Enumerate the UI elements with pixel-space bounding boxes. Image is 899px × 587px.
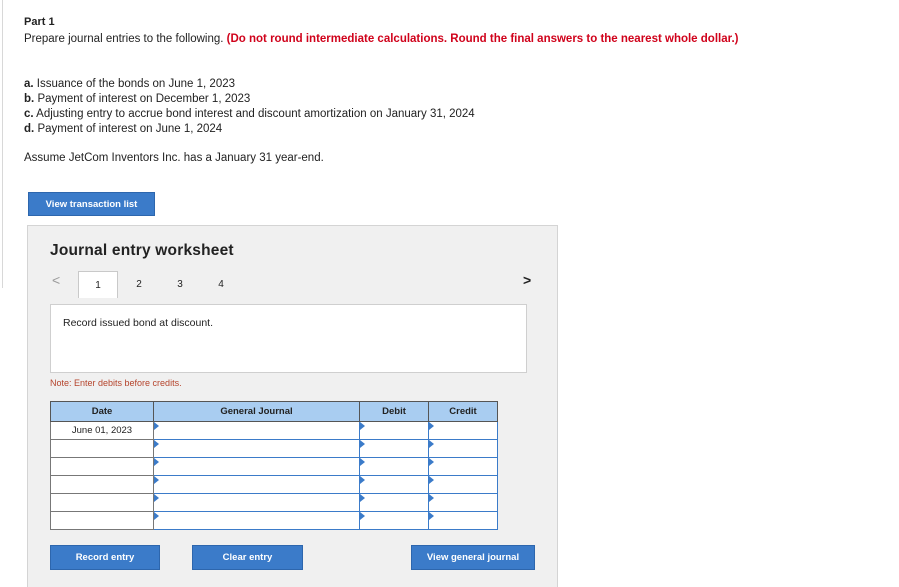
table-row bbox=[51, 512, 498, 530]
table-row bbox=[51, 440, 498, 458]
item-text: Payment of interest on December 1, 2023 bbox=[37, 93, 251, 105]
item-letter: c. bbox=[24, 108, 34, 120]
credit-input[interactable] bbox=[429, 494, 498, 512]
date-cell bbox=[51, 494, 154, 512]
requirement-item bbox=[24, 92, 475, 107]
rounding-note: (Do not round intermediate calculations. Round the final answers to the nearest whole dollar.) bbox=[226, 33, 739, 45]
account-input[interactable] bbox=[154, 422, 360, 440]
requirement-list bbox=[24, 77, 475, 137]
journal-table bbox=[50, 401, 498, 530]
worksheet-title: Journal entry worksheet bbox=[50, 242, 234, 259]
column-header-date: Date bbox=[51, 402, 154, 422]
account-input[interactable] bbox=[154, 494, 360, 512]
journal-entry-worksheet bbox=[27, 225, 558, 587]
requirement-item bbox=[24, 77, 475, 92]
date-cell bbox=[51, 476, 154, 494]
item-text: Adjusting entry to accrue bond interest and discount amortization on January 31, 2024 bbox=[36, 108, 475, 120]
table-row bbox=[51, 458, 498, 476]
requirement-item bbox=[24, 122, 475, 137]
view-general-journal-button[interactable]: View general journal bbox=[411, 545, 535, 570]
view-transaction-list-button[interactable]: View transaction list bbox=[28, 192, 155, 216]
date-cell bbox=[51, 440, 154, 458]
left-edge-divider bbox=[0, 0, 3, 288]
assumption-text: Assume JetCom Inventors Inc. has a January 31 year-end. bbox=[24, 152, 324, 164]
entry-description-box bbox=[50, 304, 527, 373]
debit-input[interactable] bbox=[360, 440, 429, 458]
account-input[interactable] bbox=[154, 440, 360, 458]
instructions-text: Prepare journal entries to the following. bbox=[24, 33, 224, 45]
credit-input[interactable] bbox=[429, 440, 498, 458]
table-row bbox=[51, 422, 498, 440]
instructions bbox=[24, 32, 764, 47]
item-text: Payment of interest on June 1, 2024 bbox=[37, 123, 223, 135]
entry-description: Record issued bond at discount. bbox=[63, 317, 214, 329]
credit-input[interactable] bbox=[429, 476, 498, 494]
date-cell bbox=[51, 512, 154, 530]
page-tab-1[interactable]: 1 bbox=[78, 271, 118, 298]
item-letter: a. bbox=[24, 78, 34, 90]
column-header-credit: Credit bbox=[429, 402, 498, 422]
table-row bbox=[51, 476, 498, 494]
account-input[interactable] bbox=[154, 476, 360, 494]
date-cell: June 01, 2023 bbox=[51, 422, 154, 440]
account-input[interactable] bbox=[154, 458, 360, 476]
requirement-item bbox=[24, 107, 475, 122]
page-tab-3[interactable]: 3 bbox=[177, 278, 183, 290]
table-row bbox=[51, 494, 498, 512]
column-header-general-journal: General Journal bbox=[154, 402, 360, 422]
next-page-icon[interactable]: > bbox=[523, 272, 532, 288]
part-title: Part 1 bbox=[24, 16, 55, 28]
clear-entry-button[interactable]: Clear entry bbox=[192, 545, 303, 570]
debit-input[interactable] bbox=[360, 476, 429, 494]
credit-input[interactable] bbox=[429, 512, 498, 530]
page-tab-4[interactable]: 4 bbox=[218, 278, 224, 290]
page-tab-2[interactable]: 2 bbox=[136, 278, 142, 290]
column-header-debit: Debit bbox=[360, 402, 429, 422]
account-input[interactable] bbox=[154, 512, 360, 530]
item-letter: d. bbox=[24, 123, 35, 135]
item-text: Issuance of the bonds on June 1, 2023 bbox=[36, 78, 236, 90]
item-letter: b. bbox=[24, 93, 35, 105]
prev-page-icon[interactable]: < bbox=[52, 272, 61, 288]
date-cell bbox=[51, 458, 154, 476]
credit-input[interactable] bbox=[429, 458, 498, 476]
debit-input[interactable] bbox=[360, 512, 429, 530]
debit-input[interactable] bbox=[360, 494, 429, 512]
credit-input[interactable] bbox=[429, 422, 498, 440]
debit-input[interactable] bbox=[360, 458, 429, 476]
debit-input[interactable] bbox=[360, 422, 429, 440]
record-entry-button[interactable]: Record entry bbox=[50, 545, 160, 570]
debit-credit-note: Note: Enter debits before credits. bbox=[50, 378, 182, 388]
